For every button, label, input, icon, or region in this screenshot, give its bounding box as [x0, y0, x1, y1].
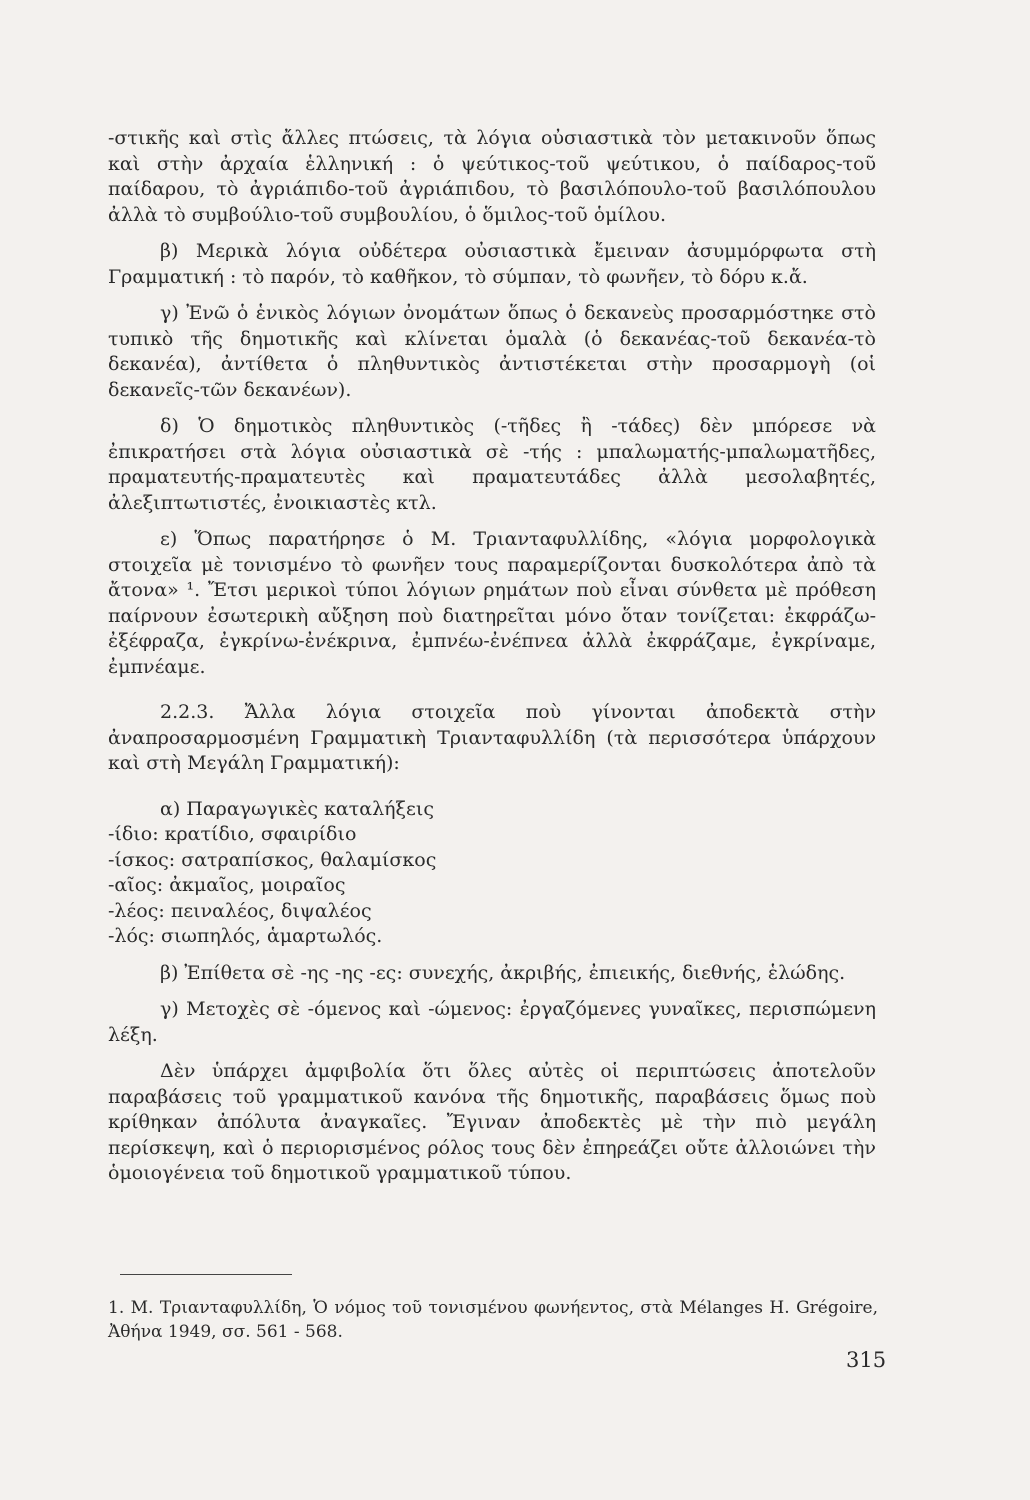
section-2-2-3: 2.2.3. Ἄλλα λόγια στοιχεῖα ποὺ γίνονται ἀποδεκτὰ στὴν ἀναπροσαρμοσμένη Γραμματικὴ Τριανταφυλλίδη (τὰ περισσότερα ὑπάρχουν καὶ στὴ Μεγάλη Γραμματική):	[108, 701, 876, 774]
footnote	[108, 1296, 878, 1344]
footnote-divider	[120, 1274, 292, 1275]
paragraph-c-plural: γ) Ἐνῶ ὁ ἑνικὸς λόγιων ὀνομάτων ὅπως ὁ δεκανεὺς προσαρμόστηκε στὸ τυπικὸ τῆς δημοτικῆς καὶ κλίνεται ὁμαλὰ (ὁ δεκανέας-τοῦ δεκανέα-τὸ δεκανέα), ἀντίθετα ὁ πληθυντικὸς ἀντιστέκεται στὴν προσαρμογὴ (οἱ δεκανεῖς-τῶν δεκανέων).	[108, 302, 876, 401]
list-title-suffixes: α) Παραγωγικὲς καταλήξεις	[160, 797, 434, 820]
list-item: -λέος: πειναλέος, διψαλέος	[108, 899, 372, 922]
paragraph-b-neuter-nouns: β) Μερικὰ λόγια οὐδέτερα οὐσιαστικὰ ἔμειναν ἀσυμμόρφωτα στὴ Γραμματική : τὸ παρόν, τὸ καθῆκον, τὸ σύμπαν, τὸ φωνῆεν, τὸ δόρυ κ.ἄ.	[108, 240, 876, 288]
page-number: 315	[846, 1348, 887, 1372]
suffix-list	[108, 822, 876, 950]
list-item: -ίσκος: σατραπίσκος, θαλαμίσκος	[108, 848, 437, 871]
footnote-text: 1. Μ. Τριανταφυλλίδη, Ὁ νόμος τοῦ τονισμένου φωνήεντος, στὰ Mélanges H. Grégoire, Ἀθήνα 1949, σσ. 561 - 568.	[108, 1298, 878, 1342]
list-item: -ίδιο: κρατίδιο, σφαιρίδιο	[108, 823, 357, 845]
paragraph-conclusion: Δὲν ὑπάρχει ἀμφιβολία ὅτι ὅλες αὐτὲς οἱ περιπτώσεις ἀποτελοῦν παραβάσεις τοῦ γραμματικοῦ κανόνα τῆς δημοτικῆς, παραβάσεις ὅμως ποὺ κρίθηκαν ἀπόλυτα ἀναγκαῖες. Ἔγιναν ἀποδεκτὲς μὲ τὴν πιὸ μεγάλη περίσκεψη, καὶ ὁ περιορισμένος ρόλος τους δὲν ἐπηρεάζει οὔτε ἀλλοιώνει τὴν ὁμοιογένεια τοῦ δημοτικοῦ γραμματικοῦ τύπου.	[108, 1060, 876, 1184]
paragraph-declension-continued: -στικῆς καὶ στὶς ἄλλες πτώσεις, τὰ λόγια οὐσιαστικὰ τὸν μετακινοῦν ὅπως καὶ στὴν ἀρχαία ἑλληνική : ὁ ψεύτικος-τοῦ ψεύτικου, ὁ παίδαρος-τοῦ παίδαρου, τὸ ἀγριάπιδο-τοῦ ἀγριάπιδου, τὸ βασιλόπουλο-τοῦ βασιλόπουλου ἀλλὰ τὸ συμβούλιο-τοῦ συμβουλίου, ὁ ὅμιλος-τοῦ ὁμίλου.	[108, 127, 876, 226]
list-item: -αῖος: ἀκμαῖος, μοιραῖος	[108, 874, 346, 896]
list-item: -λός: σιωπηλός, ἁμαρτωλός.	[108, 925, 383, 947]
paragraph-b-adjectives: β) Ἐπίθετα σὲ -ης -ης -ες: συνεχής, ἀκριβής, ἐπιεικής, διεθνής, ἑλώδης.	[160, 961, 846, 984]
paragraph-c-participles: γ) Μετοχὲς σὲ -όμενος καὶ -ώμενος: ἐργαζόμενες γυναῖκες, περισπώμενη λέξη.	[108, 998, 876, 1046]
body-text	[108, 126, 876, 1187]
paragraph-e-augment: ε) Ὅπως παρατήρησε ὁ Μ. Τριανταφυλλίδης, «λόγια μορφολογικὰ στοιχεῖα μὲ τονισμένο τὸ φωνῆεν τους παραμερίζονται δυσκολότερα ἀπὸ τὰ ἄτονα» ¹. Ἔτσι μερικοὶ τύποι λόγιων ρημάτων ποὺ εἶναι σύνθετα μὲ πρόθεση παίρνουν ἐσωτερικὴ αὔξηση ποὺ διατηρεῖται μόνο ὅταν τονίζεται: ἐκφράζω-ἐξέφραζα, ἐγκρίνω-ἐνέκρινα, ἐμπνέω-ἐνέπνεα ἀλλὰ ἐκφράζαμε, ἐγκρίναμε, ἐμπνέαμε.	[108, 528, 876, 678]
paragraph-d-demotic-plural: δ) Ὁ δημοτικὸς πληθυντικὸς (-τῆδες ἢ -τάδες) δὲν μπόρεσε νὰ ἐπικρατήσει στὰ λόγια οὐσιαστικὰ σὲ -τής : μπαλωματής-μπαλωματῆδες, πραματευτής-πραματευτὲς καὶ πραματευτάδες ἀλλὰ μεσολαβητές, ἀλεξιπτωτιστές, ἐνοικιαστὲς κτλ.	[108, 415, 876, 514]
